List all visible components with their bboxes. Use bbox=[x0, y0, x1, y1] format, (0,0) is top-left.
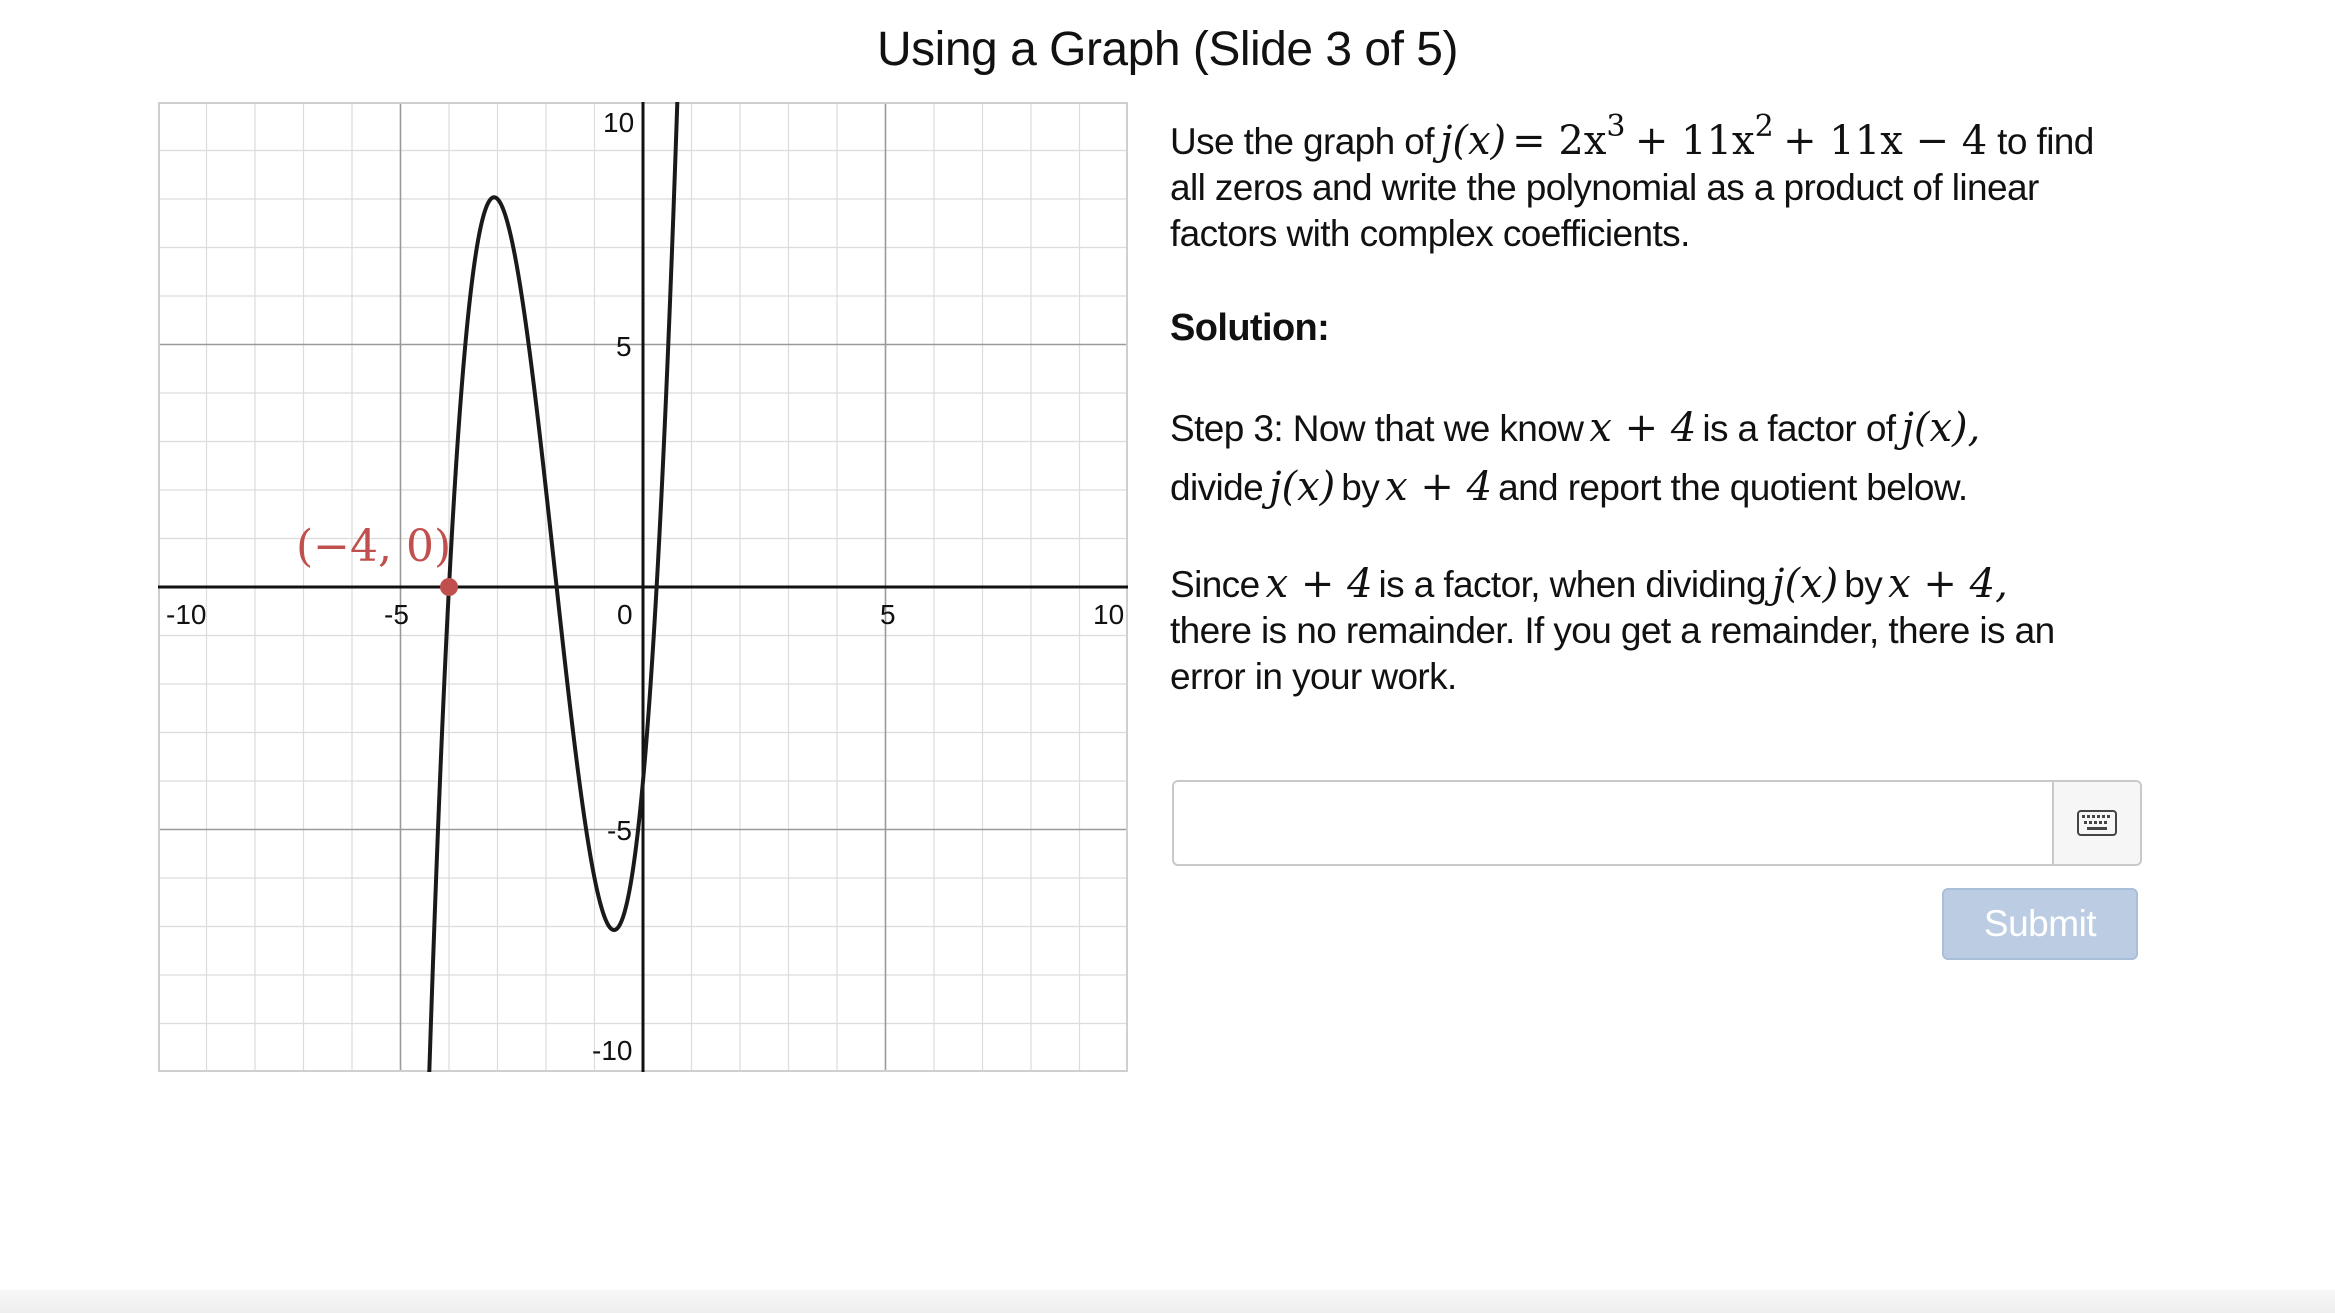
x-tick-label: 10 bbox=[1093, 599, 1125, 630]
graph-canvas bbox=[158, 102, 1128, 1072]
step-instruction bbox=[1170, 399, 2150, 517]
problem-panel bbox=[1170, 109, 2150, 700]
note-text: is a factor, when dividing bbox=[1378, 564, 1767, 605]
problem-to-find: to find bbox=[1997, 121, 2094, 162]
factor-expression: x + 4 bbox=[1589, 405, 1697, 451]
problem-statement bbox=[1170, 109, 2150, 257]
equation-part: + 11x − 4 bbox=[1783, 118, 1988, 164]
y-tick-label: 10 bbox=[603, 107, 635, 138]
function-name: j(x), bbox=[1901, 405, 1981, 451]
step-text: by bbox=[1341, 467, 1380, 508]
y-tick-label: 5 bbox=[616, 331, 632, 362]
zero-point-label: (−4, 0) bbox=[296, 521, 452, 572]
x-tick-label: -5 bbox=[384, 599, 409, 630]
problem-line: all zeros and write the polynomial as a product of linear bbox=[1170, 167, 2039, 208]
step-text: divide bbox=[1170, 467, 1264, 508]
solution-heading: Solution: bbox=[1170, 307, 1330, 349]
answer-field-container bbox=[1172, 780, 2142, 866]
keyboard-icon bbox=[2077, 810, 2117, 836]
step-text: and report the quotient below. bbox=[1498, 467, 1968, 508]
step-text: is a factor of bbox=[1702, 408, 1896, 449]
function-name: j(x) bbox=[1772, 561, 1839, 607]
note-text: error in your work. bbox=[1170, 656, 1457, 697]
graph bbox=[158, 102, 1128, 1072]
note-text: Since bbox=[1170, 564, 1260, 605]
exponent: 2 bbox=[1754, 109, 1774, 144]
note-text: by bbox=[1844, 564, 1883, 605]
equation-part: = 2x bbox=[1512, 118, 1607, 164]
step-text: Step 3: Now that we know bbox=[1170, 408, 1584, 449]
answer-input[interactable] bbox=[1174, 782, 2052, 864]
x-tick-label: 5 bbox=[880, 599, 896, 630]
x-tick-label: -10 bbox=[166, 599, 207, 630]
function-name: j(x) bbox=[1439, 118, 1507, 164]
equation-part: + 11x bbox=[1634, 118, 1755, 164]
y-tick-label: -10 bbox=[592, 1035, 633, 1066]
factor-expression: x + 4 bbox=[1385, 464, 1493, 510]
function-name: j(x) bbox=[1269, 464, 1336, 510]
page-title: Using a Graph (Slide 3 of 5) bbox=[877, 23, 1458, 76]
problem-line: factors with complex coefficients. bbox=[1170, 213, 1690, 254]
problem-intro: Use the graph of bbox=[1170, 121, 1434, 162]
factor-expression: x + 4, bbox=[1888, 561, 2008, 607]
submit-button[interactable]: Submit bbox=[1942, 888, 2138, 960]
note-text: there is no remainder. If you get a remainder, there is an bbox=[1170, 610, 2055, 651]
keyboard-button[interactable] bbox=[2052, 782, 2140, 864]
factor-expression: x + 4 bbox=[1265, 561, 1373, 607]
exponent: 3 bbox=[1606, 109, 1625, 144]
bottom-bar bbox=[0, 1290, 2335, 1313]
y-tick-label: -5 bbox=[607, 815, 632, 846]
x-tick-label: 0 bbox=[617, 599, 633, 630]
remainder-note bbox=[1170, 561, 2150, 700]
zero-point[interactable] bbox=[440, 578, 458, 596]
